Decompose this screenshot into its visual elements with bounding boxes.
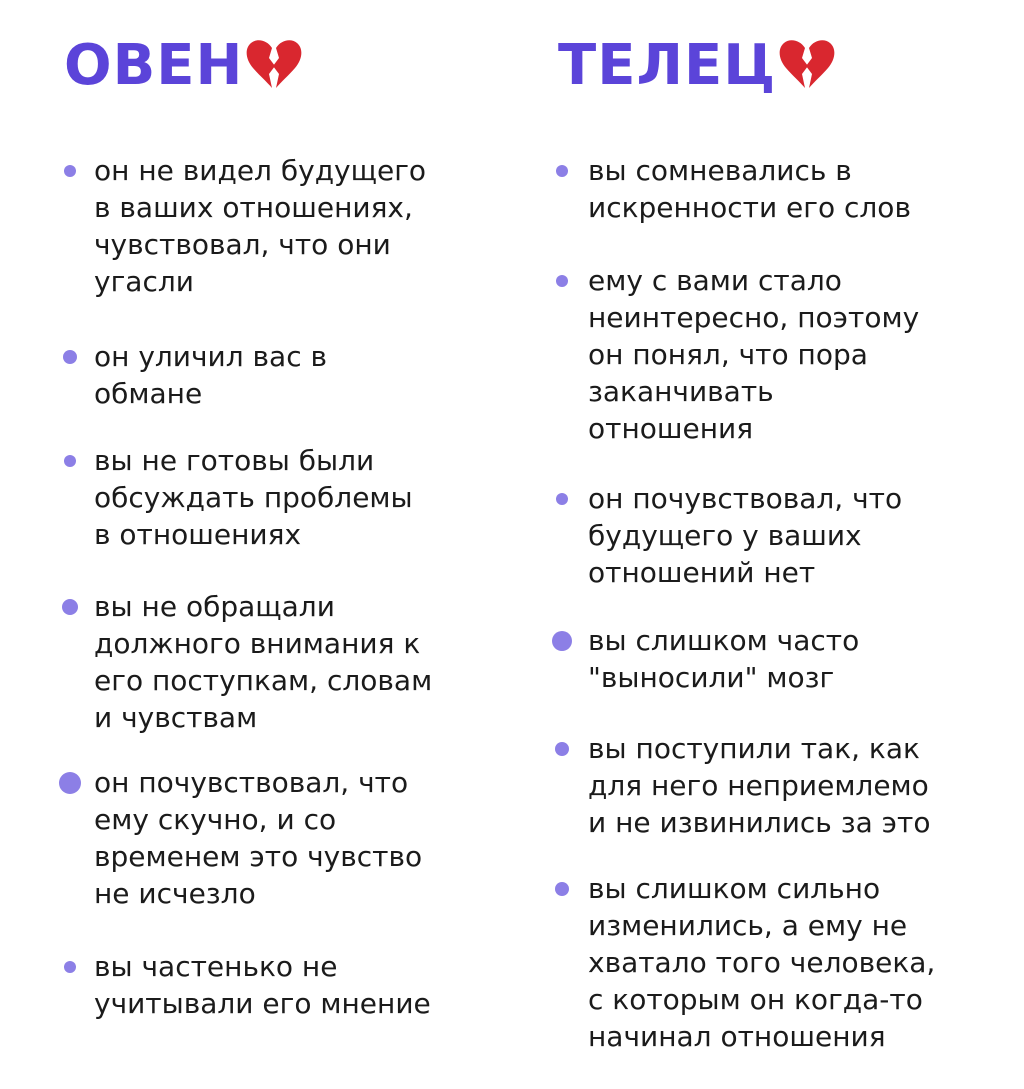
list-item-line: искренности его слов — [588, 191, 911, 224]
list-item-line: отношений нет — [588, 556, 816, 589]
list-item-line: учитывали его мнение — [94, 987, 431, 1020]
bullet-dot — [59, 772, 81, 794]
list-item-line: в ваших отношениях, — [94, 191, 413, 224]
list-item-line: он понял, что пора — [588, 338, 868, 371]
list-item-line: вы частенько не — [94, 950, 338, 983]
list-item-line: он не видел будущего — [94, 154, 427, 187]
list-item-line: вы слишком сильно — [588, 872, 881, 905]
list-item-line: угасли — [94, 265, 194, 298]
list-item-line: его поступкам, словам — [94, 664, 433, 697]
bullet-dot — [556, 275, 568, 287]
list-item-line: и чувствам — [94, 701, 258, 734]
list-item-line: неинтересно, поэтому — [588, 301, 920, 334]
list-item — [588, 870, 935, 1055]
bullet-dot — [62, 599, 78, 615]
list-item-line: отношения — [588, 412, 754, 445]
bullet-dot — [64, 961, 76, 973]
list-item — [588, 262, 919, 447]
list-item-line: в отношениях — [94, 518, 302, 551]
bullet-dot — [555, 882, 569, 896]
list-item-line: он уличил вас в — [94, 340, 327, 373]
list-item-line: обмане — [94, 377, 203, 410]
bullet-dot — [552, 631, 572, 651]
bullet-dot — [63, 350, 77, 364]
list-item — [94, 764, 422, 912]
broken-heart-icon — [245, 38, 303, 106]
list-item-line: должного внимания к — [94, 627, 421, 660]
sign-title-text: ОВЕН — [64, 33, 244, 98]
list-item-line: будущего у ваших — [588, 519, 862, 552]
list-item — [588, 730, 930, 841]
bullet-dot — [64, 165, 76, 177]
bullet-dot — [556, 165, 568, 177]
list-item-line: "выносили" мозг — [588, 661, 835, 694]
list-item-line: и не извинились за это — [588, 806, 931, 839]
list-item-line: вы слишком часто — [588, 624, 860, 657]
list-item — [588, 152, 911, 226]
list-item — [588, 622, 859, 696]
list-item-line: он почувствовал, что — [588, 482, 903, 515]
bullet-dot — [556, 493, 568, 505]
list-item-line: вы не готовы были — [94, 444, 375, 477]
list-item-line: вы поступили так, как — [588, 732, 920, 765]
list-item — [94, 338, 327, 412]
list-item — [94, 588, 432, 736]
list-item-line: изменились, а ему не — [588, 909, 908, 942]
list-item-line: хватало того человека, — [588, 946, 936, 979]
list-item-line: временем это чувство — [94, 840, 423, 873]
list-item-line: обсуждать проблемы — [94, 481, 413, 514]
list-item — [94, 152, 426, 300]
list-item-line: вы сомневались в — [588, 154, 852, 187]
list-item-line: для него неприемлемо — [588, 769, 929, 802]
list-item-line: вы не обращали — [94, 590, 335, 623]
sign-title-text: ТЕЛЕЦ — [558, 33, 777, 98]
list-item-line: чувствовал, что они — [94, 228, 391, 261]
list-item-line: начинал отношения — [588, 1020, 886, 1053]
list-item — [94, 948, 431, 1022]
list-item — [588, 480, 902, 591]
list-item-line: он почувствовал, что — [94, 766, 409, 799]
bullet-dot — [64, 455, 76, 467]
list-item — [94, 442, 413, 553]
list-item-line: заканчивать — [588, 375, 774, 408]
bullet-dot — [555, 742, 569, 756]
list-item-line: с которым он когда-то — [588, 983, 923, 1016]
sign-title — [558, 34, 836, 106]
list-item-line: ему скучно, и со — [94, 803, 337, 836]
sign-title — [64, 34, 303, 106]
broken-heart-icon — [778, 38, 836, 106]
list-item-line: ему с вами стало — [588, 264, 842, 297]
list-item-line: не исчезло — [94, 877, 256, 910]
